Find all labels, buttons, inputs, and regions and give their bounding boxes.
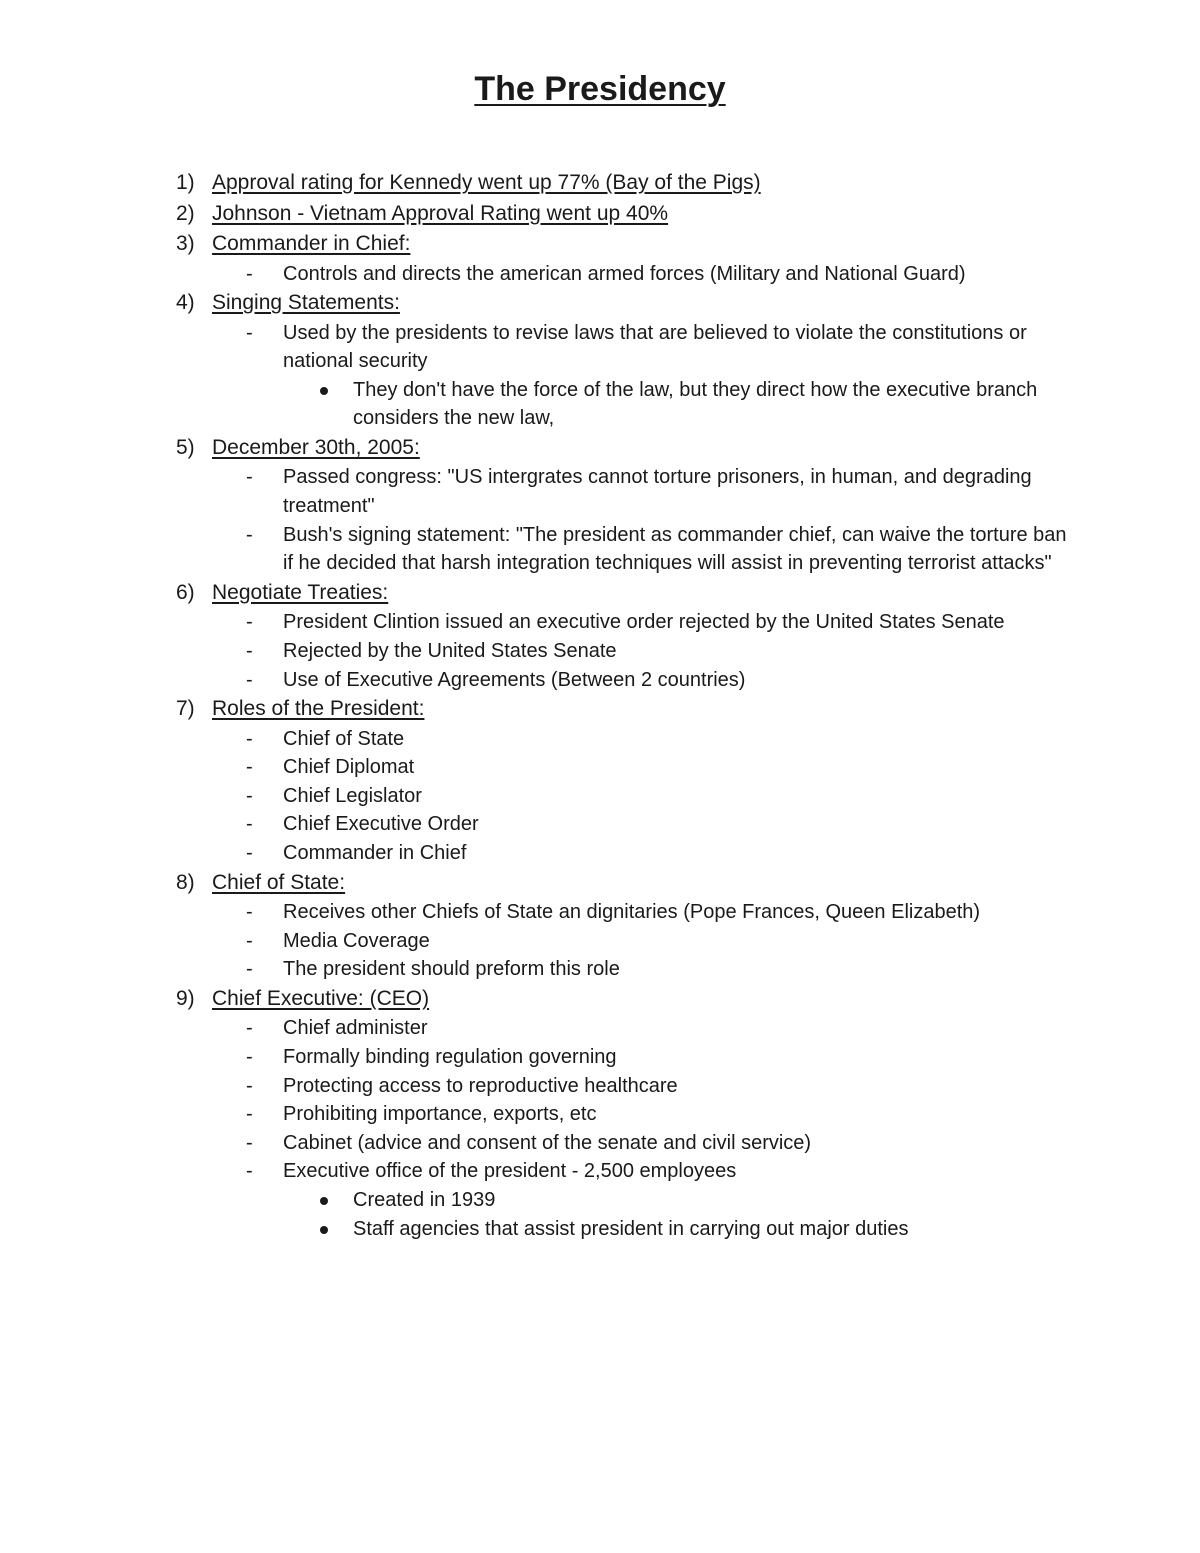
dash-marker: - [246, 321, 253, 344]
bullet-list-item [0, 1186, 1200, 1215]
dash-marker: - [246, 1017, 253, 1040]
dash-item-text: Chief Diplomat [283, 756, 415, 779]
dash-item-text: Receives other Chiefs of State an dignitaries (Pope Frances, Queen Elizabeth) [283, 901, 981, 924]
heading-text: Approval rating for Kennedy went up 77% (Bay of the Pigs) [212, 171, 761, 194]
numbered-heading [0, 868, 1200, 899]
dash-marker: - [246, 958, 253, 981]
dash-marker: - [246, 668, 253, 691]
outline-item [0, 229, 1200, 288]
dash-marker: - [246, 756, 253, 779]
outline-item [0, 288, 1200, 433]
numbered-heading [0, 168, 1200, 199]
dash-marker: - [246, 611, 253, 634]
dash-item-text: Bush's signing statement: "The president as commander chief, can waive the torture ban if he decided that harsh integration techniques will assist in preventing terrorist attacks" [283, 523, 1067, 575]
dash-item-text: Cabinet (advice and consent of the senate and civil service) [283, 1131, 812, 1154]
item-number: 5) [176, 435, 195, 459]
dash-item-text: Passed congress: "US intergrates cannot torture prisoners, in human, and degrading treatment" [283, 466, 1032, 518]
dash-item-text: Executive office of the president - 2,500 employees [283, 1160, 737, 1183]
outline-item [0, 578, 1200, 694]
dash-item-text: Formally binding regulation governing [283, 1045, 617, 1068]
dash-marker: - [246, 929, 253, 952]
dash-list-item [0, 521, 1200, 578]
dash-item-text: Chief administer [283, 1017, 428, 1040]
dash-marker: - [246, 813, 253, 836]
dash-list-item [0, 319, 1200, 376]
dash-marker: - [246, 1045, 253, 1068]
dash-marker: - [246, 1103, 253, 1126]
item-number: 8) [176, 870, 195, 894]
dash-list-item [0, 1014, 1200, 1043]
heading-text: Chief of State: [212, 870, 346, 894]
item-number: 3) [176, 232, 195, 255]
dash-marker: - [246, 1074, 253, 1097]
dash-list-item [0, 753, 1200, 782]
dash-list-item [0, 1100, 1200, 1129]
heading-text: Singing Statements: [212, 291, 400, 315]
dash-marker: - [246, 727, 253, 750]
dash-list-item [0, 782, 1200, 811]
heading-text: Commander in Chief: [212, 232, 411, 255]
dash-list-item [0, 637, 1200, 666]
dash-list-item [0, 810, 1200, 839]
dash-list-item [0, 463, 1200, 520]
bullet-list-item [0, 1215, 1200, 1244]
dash-marker: - [246, 784, 253, 807]
heading-text: December 30th, 2005: [212, 435, 420, 459]
item-number: 2) [176, 201, 195, 225]
outline-item [0, 694, 1200, 867]
dash-list-item [0, 260, 1200, 289]
bullet-dot-icon [320, 1197, 328, 1205]
numbered-heading [0, 229, 1200, 260]
dash-item-text: Chief Executive Order [283, 813, 479, 836]
bullet-item-text: Created in 1939 [353, 1188, 496, 1211]
outline-item [0, 868, 1200, 984]
dash-list-item [0, 608, 1200, 637]
dash-item-text: President Clintion issued an executive order rejected by the United States Senate [283, 611, 1005, 634]
bullet-item-text: They don't have the force of the law, but they direct how the executive branch considers the new law, [353, 378, 1038, 430]
numbered-heading [0, 433, 1200, 464]
bullet-list-item [0, 376, 1200, 433]
dash-list-item [0, 1129, 1200, 1158]
dash-item-text: Chief Legislator [283, 784, 422, 807]
dash-marker: - [246, 1160, 253, 1183]
dash-list-item [0, 927, 1200, 956]
item-number: 9) [176, 986, 195, 1010]
dash-marker: - [246, 842, 253, 864]
dash-item-text: Chief of State [283, 727, 405, 750]
heading-text: Negotiate Treaties: [212, 580, 389, 604]
dash-item-text: Rejected by the United States Senate [283, 639, 617, 662]
outline-item [0, 433, 1200, 578]
heading-text: Roles of the President: [212, 697, 425, 721]
dash-marker: - [246, 523, 253, 546]
dash-list-item [0, 898, 1200, 927]
item-number: 6) [176, 580, 195, 604]
dash-marker: - [246, 262, 253, 285]
page-title: The Presidency [474, 70, 726, 108]
outline-item [0, 984, 1200, 1243]
dash-item-text: Used by the presidents to revise laws that are believed to violate the constitutions or national security [283, 321, 1027, 373]
numbered-heading [0, 578, 1200, 609]
dash-list-item [0, 1072, 1200, 1101]
item-number: 7) [176, 697, 195, 721]
numbered-heading [0, 288, 1200, 319]
bullet-dot-icon [320, 387, 328, 395]
dash-list-item [0, 666, 1200, 695]
numbered-heading [0, 694, 1200, 725]
outline-item [0, 199, 1200, 230]
dash-list-item [0, 955, 1200, 984]
dash-list-item [0, 1043, 1200, 1072]
item-number: 1) [176, 171, 195, 194]
dash-item-text: Use of Executive Agreements (Between 2 countries) [283, 668, 746, 691]
dash-item-text: Commander in Chief [283, 842, 467, 864]
dash-marker: - [246, 1131, 253, 1154]
dash-list-item [0, 1157, 1200, 1186]
item-number: 4) [176, 291, 195, 315]
numbered-heading [0, 984, 1200, 1015]
heading-text: Johnson - Vietnam Approval Rating went up 40% [212, 201, 669, 225]
dash-item-text: Controls and directs the american armed forces (Military and National Guard) [283, 262, 966, 285]
dash-marker: - [246, 466, 253, 489]
numbered-heading [0, 199, 1200, 230]
outline-list [0, 168, 1200, 1243]
outline-item [0, 168, 1200, 199]
dash-item-text: Media Coverage [283, 929, 430, 952]
bullet-item-text: Staff agencies that assist president in carrying out major duties [353, 1217, 909, 1240]
dash-item-text: Prohibiting importance, exports, etc [283, 1103, 597, 1126]
dash-item-text: The president should preform this role [283, 958, 620, 981]
dash-marker: - [246, 901, 253, 924]
dash-list-item [0, 839, 1200, 868]
dash-marker: - [246, 639, 253, 662]
dash-item-text: Protecting access to reproductive healthcare [283, 1074, 678, 1097]
bullet-dot-icon [320, 1226, 328, 1234]
dash-list-item [0, 725, 1200, 754]
heading-text: Chief Executive: (CEO) [212, 986, 430, 1010]
